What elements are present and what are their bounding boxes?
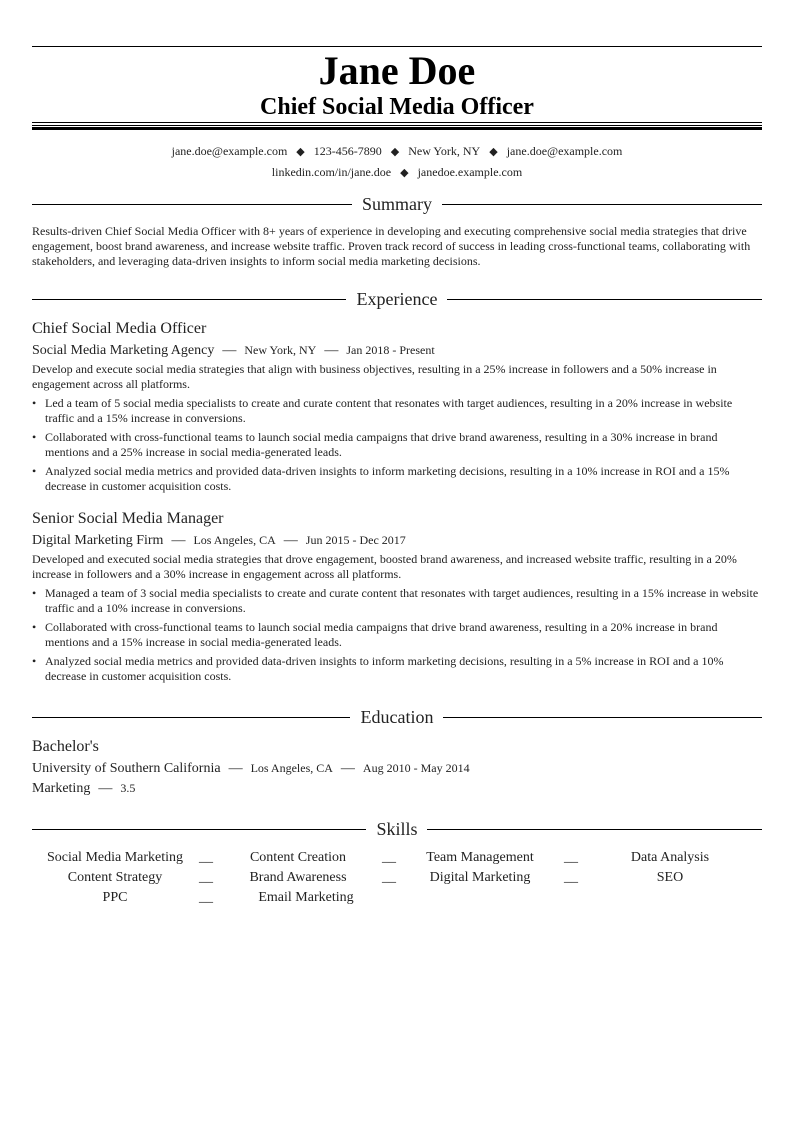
job-description: Develop and execute social media strategies that align with business objectives, resulting in a 25% increase in followers and a 50% increase in engagement across all platforms. <box>32 362 717 391</box>
education-school-line <box>32 759 470 778</box>
skill-item: PPC <box>102 890 128 905</box>
list-item: • Analyzed social media metrics and provided data-driven insights to inform marketing decisions, resulting in a 10% increase in ROI and a 15% decrease in customer acquisition costs. <box>32 464 730 493</box>
job-meta <box>32 531 406 550</box>
skill-separator: __ <box>564 850 578 865</box>
skills-grid <box>32 848 762 908</box>
skill-separator: __ <box>199 870 213 885</box>
experience-heading: Experience <box>356 289 438 309</box>
skill-separator: __ <box>382 850 396 865</box>
job-company: Digital Marketing Firm <box>32 533 164 548</box>
job-bullets <box>32 586 762 688</box>
bullet-icon: • <box>32 620 37 634</box>
education-location: Los Angeles, CA <box>250 761 333 775</box>
contact-website[interactable]: janedoe.example.com <box>417 165 523 179</box>
education-section-header <box>32 706 762 728</box>
education-field-line <box>32 779 135 798</box>
bullet-icon: • <box>32 654 37 668</box>
candidate-name: Jane Doe <box>318 48 476 93</box>
skill-item: Social Media Marketing <box>46 850 184 865</box>
bullet-icon: • <box>32 464 37 478</box>
skill-item: Data Analysis <box>630 850 710 865</box>
contact-location: New York, NY <box>408 144 481 158</box>
skill-item: Digital Marketing <box>429 870 531 885</box>
skills-row <box>32 888 762 908</box>
dash-separator: — <box>171 533 186 548</box>
contact-email-secondary[interactable]: jane.doe@example.com <box>506 144 623 158</box>
dash-separator: — <box>98 781 113 796</box>
skill-item: Content Creation <box>249 850 347 865</box>
job-dates: Jan 2018 - Present <box>346 343 435 357</box>
summary-heading: Summary <box>362 194 432 214</box>
skills-row <box>32 868 762 888</box>
diamond-separator-icon: ◆ <box>296 146 305 158</box>
list-item: • Collaborated with cross-functional teams to launch social media campaigns that drive brand awareness, resulting in a 30% increase in brand mentions and a 25% increase in social media-generated leads. <box>32 430 718 459</box>
education-dates: Aug 2010 - May 2014 <box>362 761 470 775</box>
bullet-icon: • <box>32 430 37 444</box>
skill-separator: __ <box>199 850 213 865</box>
diamond-separator-icon: ◆ <box>400 167 409 179</box>
job-title: Senior Social Media Manager <box>32 510 224 527</box>
dash-separator: — <box>283 533 298 548</box>
dash-separator: — <box>222 343 237 358</box>
job-dates: Jun 2015 - Dec 2017 <box>305 533 406 547</box>
header-double-rule <box>32 122 762 130</box>
summary-text: Results-driven Chief Social Media Officer with 8+ years of experience in developing and executing comprehensive social media strategies that drive engagement, boost brand awareness, and increase website traffic. Proven track record of success in leading cross-functional teams, collaborating with stakeholders, and leveraging data-driven insights to inform social media marketing decisions. <box>32 224 751 268</box>
dash-separator: — <box>340 761 355 776</box>
dash-separator: — <box>324 343 339 358</box>
summary-section-header <box>32 193 762 215</box>
contact-line-1 <box>32 143 762 160</box>
job-location: Los Angeles, CA <box>193 533 276 547</box>
education-field: Marketing <box>32 781 91 796</box>
list-item: • Managed a team of 3 social media specialists to create and curate content that resonates with target audiences, resulting in a 15% increase in website traffic and a 10% increase in conversions. <box>32 586 759 615</box>
job-description: Developed and executed social media strategies that drove engagement, boosted brand awareness, and increased website traffic, resulting in a 20% increase in followers and a 30% increase in engagement across all platforms. <box>32 552 737 581</box>
skills-heading: Skills <box>376 819 418 839</box>
skill-item: SEO <box>656 870 684 885</box>
list-item: • Led a team of 5 social media specialists to create and curate content that resonates with target audiences, resulting in a 20% increase in website traffic and a 15% increase in conversions. <box>32 396 733 425</box>
contact-phone: 123-456-7890 <box>313 144 382 158</box>
bullet-icon: • <box>32 396 37 410</box>
job-company: Social Media Marketing Agency <box>32 343 215 358</box>
candidate-title: Chief Social Media Officer <box>260 94 534 120</box>
header-top-rule <box>32 46 762 47</box>
list-item: • Collaborated with cross-functional teams to launch social media campaigns that drive brand awareness, resulting in a 20% increase in brand mentions and a 15% increase in social media-generated leads. <box>32 620 718 649</box>
skill-separator: __ <box>382 870 396 885</box>
education-school: University of Southern California <box>32 761 221 776</box>
skills-row <box>32 848 762 868</box>
skill-separator: __ <box>199 890 213 905</box>
skill-item: Content Strategy <box>67 870 163 885</box>
education-heading: Education <box>360 707 434 727</box>
contact-email[interactable]: jane.doe@example.com <box>171 144 288 158</box>
job-meta <box>32 341 435 360</box>
list-item: • Analyzed social media metrics and provided data-driven insights to inform marketing decisions, resulting in a 5% increase in ROI and a 10% decrease in customer acquisition costs. <box>32 654 724 683</box>
job-title: Chief Social Media Officer <box>32 320 207 337</box>
diamond-separator-icon: ◆ <box>489 146 498 158</box>
education-degree: Bachelor's <box>32 738 99 755</box>
skill-item: Team Management <box>426 850 534 865</box>
education-gpa: 3.5 <box>120 781 136 795</box>
job-bullets <box>32 396 762 498</box>
contact-linkedin[interactable]: linkedin.com/in/jane.doe <box>271 165 392 179</box>
skill-item: Email Marketing <box>258 890 354 905</box>
bullet-icon: • <box>32 586 37 600</box>
diamond-separator-icon: ◆ <box>390 146 400 158</box>
skill-item: Brand Awareness <box>249 870 347 885</box>
skills-section-header <box>32 818 762 840</box>
job-location: New York, NY <box>244 343 317 357</box>
dash-separator: — <box>228 761 243 776</box>
experience-section-header <box>32 288 762 310</box>
skill-separator: __ <box>564 870 578 885</box>
contact-line-2 <box>32 164 762 181</box>
